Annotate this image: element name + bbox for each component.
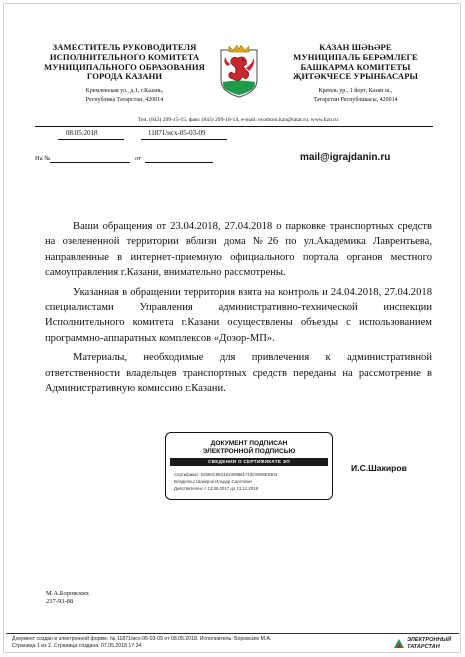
incoming-date-label: от xyxy=(135,155,142,162)
executor-phone: 237-93-88 xyxy=(46,598,74,605)
letter-body xyxy=(45,219,432,400)
logo-line: ЭЛЕКТРОННЫЙ xyxy=(407,637,452,643)
org-line: КАЗАН ШӘҺӘРЕ xyxy=(319,42,392,52)
footer-line: Документ создан в электронной форме. № 11871/исх-05-03-09 от 08.05.2018. Исполнитель: Боровских М.А. xyxy=(12,636,272,642)
header-divider xyxy=(35,126,433,127)
org-line: ҖИТӘКЧЕСЕ УРЫНБАСАРЫ xyxy=(292,71,419,82)
executor-info xyxy=(46,590,89,606)
address-line: Татарстан Республикасы, 420014 xyxy=(313,97,398,104)
executor-name: М.А.Боровских xyxy=(46,590,90,597)
underline xyxy=(50,162,130,163)
certificate-serial: Сертификат: 02500C8E2102409881710C9008E8303 xyxy=(174,472,278,477)
address-line: Кремль ур., 1 йорт, Казан ш., xyxy=(318,88,393,95)
logo-text xyxy=(407,637,451,651)
underline xyxy=(145,162,213,163)
stamp-title-line: ЭЛЕКТРОННОЙ ПОДПИСЬЮ xyxy=(202,447,296,455)
certificate-validity: Действителен: с 13.09.2017 до 13.12.2018 xyxy=(174,486,258,491)
electronic-tatarstan-logo xyxy=(393,636,455,652)
underline xyxy=(58,139,124,140)
certificate-info-bar: СВЕДЕНИЯ О СЕРТИФИКАТЕ ЭП xyxy=(170,458,328,466)
certificate-owner: Владелец: Шакиров Ильдар Сагитович xyxy=(174,479,253,484)
signer-name: И.С.Шакиров xyxy=(351,463,407,473)
org-line: ИСПОЛНИТЕЛЬНОГО КОМИТЕТА xyxy=(49,51,200,62)
org-line: МУНИЦИПАЛЬ БЕРӘМЛЕГЕ xyxy=(293,51,418,62)
body-paragraph: Материалы, необходимые для привлечения к административной ответственности владельцев транспортных средств переданы на рассмотрение в Административную комиссию г.Казани. xyxy=(45,352,432,395)
contact-info: Тел. (843) 299-15-15, факс (843) 299-18-14, e-mail: ecomom.kzn@tatar.ru, www.kzn.ru xyxy=(138,117,338,123)
footer-divider xyxy=(6,633,459,634)
org-line: ЗАМЕСТИТЕЛЬ РУКОВОДИТЕЛЯ xyxy=(52,42,197,52)
underline xyxy=(141,139,227,140)
incoming-number-label: На № xyxy=(35,155,51,162)
org-line: МУНИЦИПАЛЬНОГО ОБРАЗОВАНИЯ xyxy=(44,61,205,72)
header-org-tt xyxy=(268,43,443,104)
address-line: Кремлевская ул., д.1, г.Казань, xyxy=(85,88,164,95)
logo-line: ТАТАРСТАН xyxy=(407,644,440,650)
address-ru xyxy=(32,87,217,104)
org-line: ГОРОДА КАЗАНИ xyxy=(86,71,163,82)
outgoing-number: 11871/исх-05-03-09 xyxy=(148,129,206,137)
footer-line: Страница 1 из 2. Страница создана: 07.05.2018 17:34 xyxy=(12,643,142,649)
footer-info xyxy=(12,636,271,650)
stamp-title xyxy=(166,440,332,456)
logo-mark-icon xyxy=(393,638,405,650)
stamp-title-line: ДОКУМЕНТ ПОДПИСАН xyxy=(210,440,288,447)
address-tt xyxy=(268,87,443,104)
outgoing-date: 08.05.2018 xyxy=(66,129,98,137)
kazan-coat-of-arms-icon xyxy=(218,44,260,98)
address-line: Республика Татарстан, 420014 xyxy=(85,97,164,104)
recipient-address: mail@igrajdanin.ru xyxy=(300,152,391,163)
body-paragraph: Ваши обращения от 23.04.2018, 27.04.2018 о парковке транспортных средств на озелененной территории вблизи дома №26 по ул.Академика Лаврентьева, направленные в интернет-приемную официального портала органов местного самоуправления г.Казани, внимательно рассмотрены. xyxy=(45,221,432,279)
org-line: БАШКАРМА КОМИТЕТЫ xyxy=(300,61,411,72)
electronic-signature-stamp xyxy=(165,432,333,500)
body-paragraph: Указанная в обращении территория взята на контроль и 24.04.2018, 27.04.2018 специалистами Управления административно-технической инспекции Исполнительного комитета г.Казани осуществлены объезды с использованием программно-аппаратных комплексов «Дозор-МП». xyxy=(45,286,432,344)
header-org-ru xyxy=(32,43,217,104)
